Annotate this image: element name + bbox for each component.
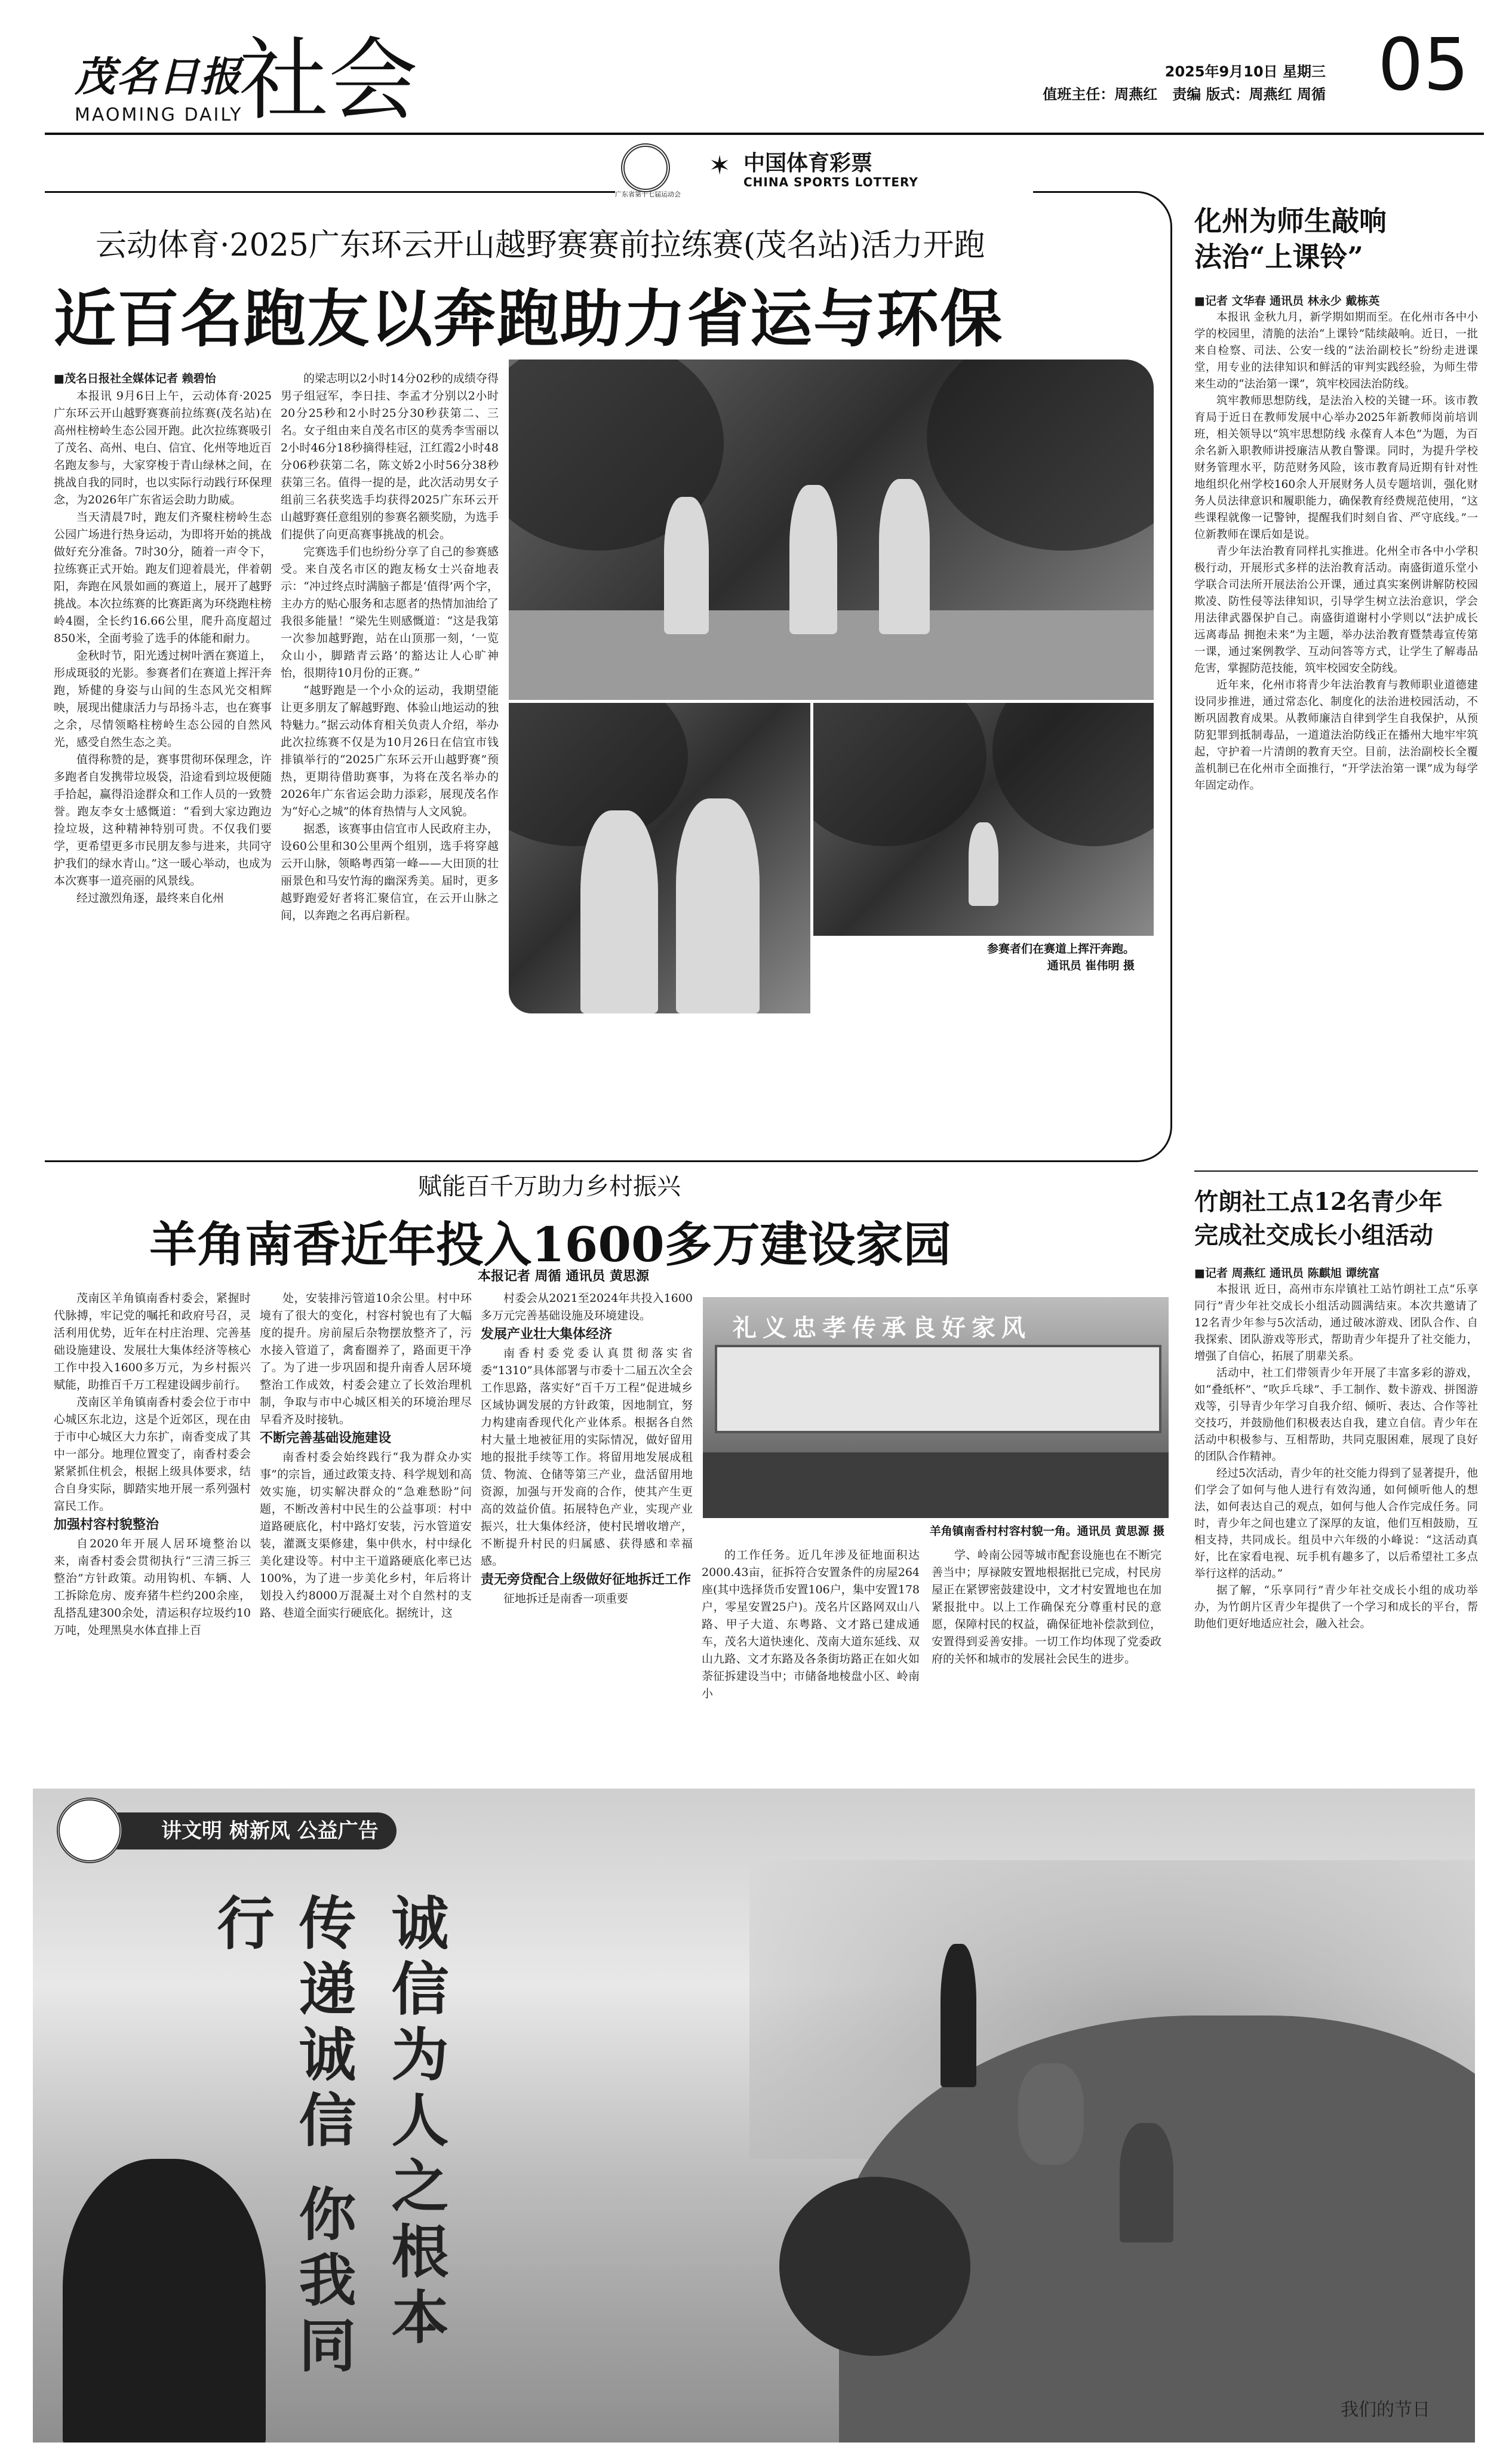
runner-figure — [789, 485, 837, 634]
lead-paragraph: 据悉，该赛事由信宜市人民政府主办，设60公里和30公里两个组别，选手将穿越云开山脉，领略粤西第一峰——大田顶的壮丽景色和马安竹海的幽深秀美。届时，更多越野跑爱好者将汇聚信宜，在云开山脉之间，以奔跑之名再启新程。 — [281, 822, 499, 922]
side-story-1-paragraph: 筑牢教师思想防线，是法治入校的关键一环。该市教育局于近日在教师发展中心举办2025年新教师岗前培训班，相关领导以“筑牢思想防线 永葆育人本色”为题，为百余名新入职教师讲授廉洁从教自警课。同时，为提升学校财务管理水平，防范财务风险，该市教育局近期有针对性地组织化州学校160余人开展财务人员专题培训，强化财务人员法律意识和履职能力，确保教育经费规范使用，“这些课程就像一记警钟，提醒我们时刻自省、严守底线。”一位新教师在课后如是说。 — [1194, 395, 1478, 541]
second-column-a — [54, 1290, 251, 1639]
section-subheading: 发展产业壮大集体经济 — [481, 1327, 613, 1342]
lead-photo-caption: 参赛者们在赛道上挥汗奔跑。 通讯员 崔伟明 摄 — [986, 942, 1135, 972]
story-paragraph: 南香村委会始终践行“我为群众办实事”的宗旨，通过政策支持、科学规划和高效实施，切实解决群众的“急难愁盼”问题，不断改善村中民生的公益事项：村中道路硬底化，村中路灯安装，污水管道安装，灌溉支渠修建，集中供水，村中绿化美化建设等。村中主干道路硬底化率已达100%，为了进一步美化乡村，年后将计划投入约8000万混凝土对个自然村的支路、巷道全面实行硬底化。据统计，这 — [260, 1451, 472, 1620]
lead-paragraph: “越野跑是一个小众的运动，我期望能让更多朋友了解越野跑、体验山地运动的独特魅力。”据云动体育相关负责人介绍，举办此次拉练赛不仅是为10月26日在信宜市钱排镇举行的“2025广东环云开山越野赛”预热，更期待借助赛事，为将在茂名举办的2026年广东省运会助力添彩，展现茂名作为“好心之城”的体育热情与人文风貌。 — [281, 684, 499, 818]
section-subheading: 责无旁贷配合上级做好征地拆迁工作 — [481, 1572, 692, 1587]
side-story-1-title: 化州为师生敲响 法治“上课铃” — [1194, 205, 1387, 273]
side-story-1-byline: ■记者 文华春 通讯员 林永少 戴栋英 — [1194, 294, 1380, 308]
side-story-1-paragraph: 青少年法治教育同样扎实推进。化州全市各中小学积极行动，开展形式多样的法治教育活动。南盛街道乐堂小学联合司法所开展法治公开课，通过真实案例讲解防校园欺凌、防性侵等法律知识，引导学生树立法治意识，学会用法律武器保护自己。南盛街道谢村小学则以“法护成长 远离毒品 拥抱未来”为主题，举办法治教育暨禁毒宣传第一课，通过案例教学、互动问答等方式，让学生了解毒品危害，掌握防范技能，筑牢校园安全防线。 — [1194, 545, 1478, 675]
section-subheading: 加强村容村貌整治 — [54, 1517, 159, 1532]
side-story-2-paragraph: 经过5次活动，青少年的社交能力得到了显著提升，他们学会了如何与他人进行有效沟通，如何倾听他人的想法，如何表达自己的观点，如何与他人合作完成任务。同时，青少年之间也建立了深厚的友谊，他们互相鼓励，互相支持，共同成长。组员中六年级的小峰说：“这活动真好，比在家看电视、玩手机有趣多了，以后希望社工多点举行这样的活动。” — [1194, 1467, 1478, 1580]
issue-date: 2025年9月10日 星期三 — [1164, 63, 1326, 80]
lead-paragraph: 的梁志明以2小时14分02秒的成绩夺得男子组冠军，李日挂、李孟才分别以2小时20分25秒和2小时25分30秒获第二、三名。女子组由来自茂名市区的莫秀李雪丽以2小时46分18秒摘得桂冠，江红霞2小时48分06秒获第二名，陈文娇2小时56分38秒获第三名。值得一提的是，此次活动男女子组前三名获奖选手均获得2025广东环云开山越野赛任意组别的参赛名额奖励，为选手们提供了向更高赛事挑战的机会。 — [281, 372, 499, 541]
ad-emblem-icon — [57, 1798, 122, 1863]
side-story-2-byline: ■记者 周燕红 通讯员 陈麒旭 谭统富 — [1194, 1267, 1380, 1280]
lead-paragraph: 当天清晨7时，跑友们齐聚柱榜岭生态公园广场进行热身运动，为即将开始的挑战做好充分准备。7时30分，随着一声令下，拉练赛正式开始。跑友们迎着晨光，伴着朝阳，奔跑在风景如画的赛道上，展开了越野挑战。本次拉练赛的比赛距离为环绕跑柱榜岭4圈，全长约16.66公里，爬升高度超过850米，全面考验了选手的体能和耐力。 — [54, 511, 272, 645]
story-paragraph: 的工作任务。近几年涉及征地面积达2000.43亩，征拆符合安置条件的房屋264座(其中选择货币安置106户，集中安置178户，零星安置25户)。茂名片区路网双山八路、甲子大道、东粤路、文才路已建成通车，茂名大道快速化、茂南大道东延线、双山九路、文才东路及各条街坊路正在如火如荼征拆建设当中；市储备地棱盘小区、岭南小 — [702, 1549, 920, 1700]
second-title: 羊角南香近年投入1600多万建设家园 — [149, 1216, 951, 1273]
lead-photo-runner-duo — [508, 702, 812, 1015]
lead-photo-forest-trail — [812, 702, 1155, 937]
newspaper-logo-en: MAOMING DAILY — [75, 105, 243, 125]
second-column-c — [481, 1290, 693, 1608]
side-story-1-body — [1194, 293, 1478, 794]
story-paragraph: 南香村委党委认真贯彻落实省委“1310”具体部署与市委十二届五次全会工作思路，落实好“百千万工程”促进城乡区域协调发展的方针政策，因地制宜，努力构建南香现代化产业体系。根据各自然村大量土地被征用的实际情况，做好留用地的报批手续等工作。将留用地发展成租赁、物流、仓储等第三产业，盘活留用地资源，加强与开发商的合作，使其产生更高的效益价值。拓展特色产业，实现产业振兴，壮大集体经济，使村民增收增产，不断提升村民的归属感、获得感和幸福感。 — [481, 1347, 693, 1568]
second-column-d — [702, 1547, 920, 1703]
climbing-figures — [917, 1908, 1215, 2219]
public-service-ad — [33, 1789, 1475, 2443]
lottery-logo-icon: ✶ — [708, 150, 731, 181]
lead-kicker: 云动体育·2025广东环云开山越野赛赛前拉练赛(茂名站)活力开跑 — [96, 228, 985, 263]
section-subheading: 不断完善基础设施建设 — [260, 1431, 392, 1446]
section-name: 社会 — [239, 29, 419, 133]
page-number: 05 — [1378, 24, 1469, 107]
lead-paragraph: 本报讯 9月6日上午，云动体育·2025广东环云开山越野赛赛前拉练赛(茂名站)在高州柱榜岭生态公园开跑。此次拉练赛吸引了茂名、高州、电白、信宜、化州等地近百名跑友参与，大家穿梭于青山绿林之间，在挑战自我的同时，也以实际行动践行环保理念，为2026年广东省运会助力助威。 — [54, 389, 272, 506]
runner-figure — [879, 479, 930, 634]
games-logo-icon — [621, 143, 670, 192]
side-story-2-paragraph: 本报讯 近日，高州市东岸镇社工站竹朗社工点“乐享同行”青少年社交成长小组活动圆满结束。本次共邀请了12名青少年参与5次活动，通过破冰游戏、团队合作、自我探索、团队游戏等形式，帮助青少年提升了社交能力，增强了自信心，拓展了朋辈关系。 — [1194, 1283, 1478, 1363]
ad-slogan-sub: 传递诚信 你我同行 — [208, 1893, 356, 2382]
side-story-1-paragraph: 本报讯 金秋九月，新学期如期而至。在化州市各中小学的校园里，清脆的法治“上课铃”陆续敲响。近日，一批来自检察、司法、公安一线的“法治副校长”纷纷走进课堂，用专业的法律知识和鲜活的审判实践经验，为师生带来生动的“法治第一课”，筑牢校园法治防线。 — [1194, 311, 1478, 391]
side-story-1-paragraph: 近年来，化州市将青少年法治教育与教师职业道德建设同步推进，通过常态化、制度化的法治进校园活动，不断巩固教育成果。从教师廉洁自律到学生自我保护，从预防犯罪到抵制毒品，一道道法治防线正在播州大地牢牢筑起，守护着一片清朗的教育天空。目前，法治副校长全覆盖机制已在化州市全面推行，“开学法治第一课”成为每学年固定动作。 — [1194, 679, 1478, 792]
story-paragraph: 村委会从2021至2024年共投入1600多万元完善基础设施及环境建设。 — [481, 1292, 693, 1322]
story-paragraph: 自2020年开展人居环境整治以来，南香村委会贯彻执行“三清三拆三整治”方针政策。动用钩机、车辆、人工拆除危房、废弃猪牛栏约200余座，乱搭乱建300余处，清运积存垃圾约10万吨，处理黑臭水体直排上百 — [54, 1537, 251, 1637]
lead-paragraph: 经过激烈角逐，最终来自化州 — [76, 892, 225, 905]
side-story-2-body — [1194, 1265, 1478, 1633]
runner-figure — [580, 810, 658, 1013]
lead-paragraph: 金秋时节，阳光透过树叶洒在赛道上，形成斑驳的光影。参赛者们在赛道上挥汗奔跑，矫健的身姿与山间的生态风光交相辉映，展现出健康活力与昂扬斗志，也在赛事之余，尽情领略柱榜岭生态公园的自然风光，感受自然生态之美。 — [54, 649, 272, 749]
story-paragraph: 学、岭南公园等城市配套设施也在不断完善当中；厚禄陂安置地根据批已完成，村民房屋正在紧锣密鼓建设中，文才村安置地也在加紧报批中。以上工作确保充分尊重村民的意愿，保障村民的权益，确保征地补偿款到位，安置得到妥善安排。一切工作均体现了党委政府的关怀和城市的发展社会民生的进步。 — [932, 1549, 1161, 1666]
runner-figure — [664, 497, 709, 634]
lead-paragraph: 值得称赞的是，赛事贯彻环保理念，许多跑者自发携带垃圾袋，沿途看到垃圾便随手拾起，赢得沿途群众和工作人员的一致赞誉。跑友李女士感慨道：“看到大家边跑边捡垃圾，这种精神特别可贵。不仅我们要学，更希望更多市民朋友参与进来，共同守护我们的绿水青山。”这一暖心举动，也成为本次赛事一道亮丽的风景线。 — [54, 753, 272, 887]
ad-slogan-main: 诚信为人之根本 — [382, 1893, 449, 2353]
second-kicker: 赋能百千万助力乡村振兴 — [418, 1173, 681, 1200]
lottery-name: 中国体育彩票 — [743, 151, 873, 176]
runner-figure — [676, 798, 760, 1013]
second-column-b — [260, 1290, 472, 1622]
sponsor-strip — [615, 140, 1033, 206]
ad-corner-logo: 我们的节日 — [1341, 2400, 1430, 2420]
second-column-e — [932, 1547, 1161, 1668]
lead-title: 近百名跑友以奔跑助力省运与环保 — [54, 282, 1004, 355]
side-story-2-title: 竹朗社工点12名青少年 完成社交成长小组活动 — [1194, 1188, 1443, 1249]
ad-badge: 讲文明 树新风 公益广告 — [90, 1812, 397, 1849]
second-photo-caption: 羊角镇南香村村容村貌一角。通讯员 黄思源 摄 — [929, 1525, 1164, 1538]
lead-byline: ■茂名日报社全媒体记者 赖碧怡 — [54, 372, 216, 385]
second-byline: 本报记者 周循 通讯员 黄思源 — [478, 1269, 649, 1284]
lead-photo-trail-runners — [508, 358, 1155, 701]
side-story-2-paragraph: 活动中，社工们带领青少年开展了丰富多彩的游戏，如“叠纸杯”、“吹乒乓球”、手工制作、数卡游戏、拼图游戏等，引导青少年学习自我介绍、倾听、表达、合作等社交技巧，并鼓励他们积极表达自我，建立自信。青少年在活动中积极参与、互相帮助，共同克服困难，展现了良好的团队合作精神。 — [1194, 1367, 1478, 1463]
story-paragraph: 征地拆迁是南香一项重要 — [503, 1592, 629, 1605]
second-photo-village-wall — [702, 1296, 1170, 1519]
village-wall-banner: 礼义忠孝传承良好家风 — [733, 1314, 1031, 1342]
side-divider — [1194, 1170, 1478, 1172]
lead-paragraph: 完赛选手们也纷纷分享了自己的参赛感受。来自茂名市区的跑友杨女士兴奋地表示：“冲过终点时满脑子都是‘值得’两个字，主办方的贴心服务和志愿者的热情加油给了我很多能量！”梁先生则感慨道：“这是我第一次参加越野跑，站在山顶那一刻，‘一览众山小，脚踏青云路’的豁达让人心旷神怡，很期待10月份的正赛。” — [281, 545, 499, 680]
story-paragraph: 茂南区羊角镇南香村委会，紧握时代脉搏，牢记党的嘱托和政府号召，灵活利用优势，近年在村庄治理、完善基础设施建设、发展壮大集体经济等核心工作中投入1600多万元，为乡村振兴赋能，助推百千万工程建设阔步前行。 — [54, 1292, 251, 1391]
side-story-2-paragraph: 据了解，“乐享同行”青少年社交成长小组的成功举办，为竹朗片区青少年提供了一个学习和成长的平台，帮助他们更好地适应社会，融入社会。 — [1194, 1584, 1478, 1630]
lead-column-2 — [281, 370, 499, 924]
story-paragraph: 茂南区羊角镇南香村委会位于市中心城区东北边，这是个近郊区，现在由于市中心城区大力东扩，南香变成了其中一部分。地理位置变了，南香村委会紧紧抓住机会，根据上级具体要求，结合自身实际，脚踏实地开展一系列强村富民工作。 — [54, 1396, 251, 1513]
lottery-name-en: CHINA SPORTS LOTTERY — [743, 175, 918, 189]
editor-credits: 值班主任：周燕红 责编 版式：周燕红 周循 — [1043, 86, 1326, 103]
runner-figure — [969, 822, 998, 906]
story-paragraph: 处，安装排污管道10余公里。村中环境有了很大的变化，村容村貌也有了大幅度的提升。房前屋后杂物摆放整齐了，污水接入管道了，禽畜圈养了，路面更干净了。为了进一步巩固和提升南香人居环境整治工作成效，村委会建立了长效治理机制，争取与市中心城区相关的环境治理尽早看齐及时接轨。 — [260, 1292, 472, 1426]
masthead-rule — [45, 133, 1484, 135]
statue-shape — [63, 2159, 266, 2443]
newspaper-logo: 茂名日报 — [75, 53, 242, 101]
lead-column-1 — [54, 370, 272, 907]
games-logo-text: 广东省第十七届运动会 — [615, 191, 681, 198]
